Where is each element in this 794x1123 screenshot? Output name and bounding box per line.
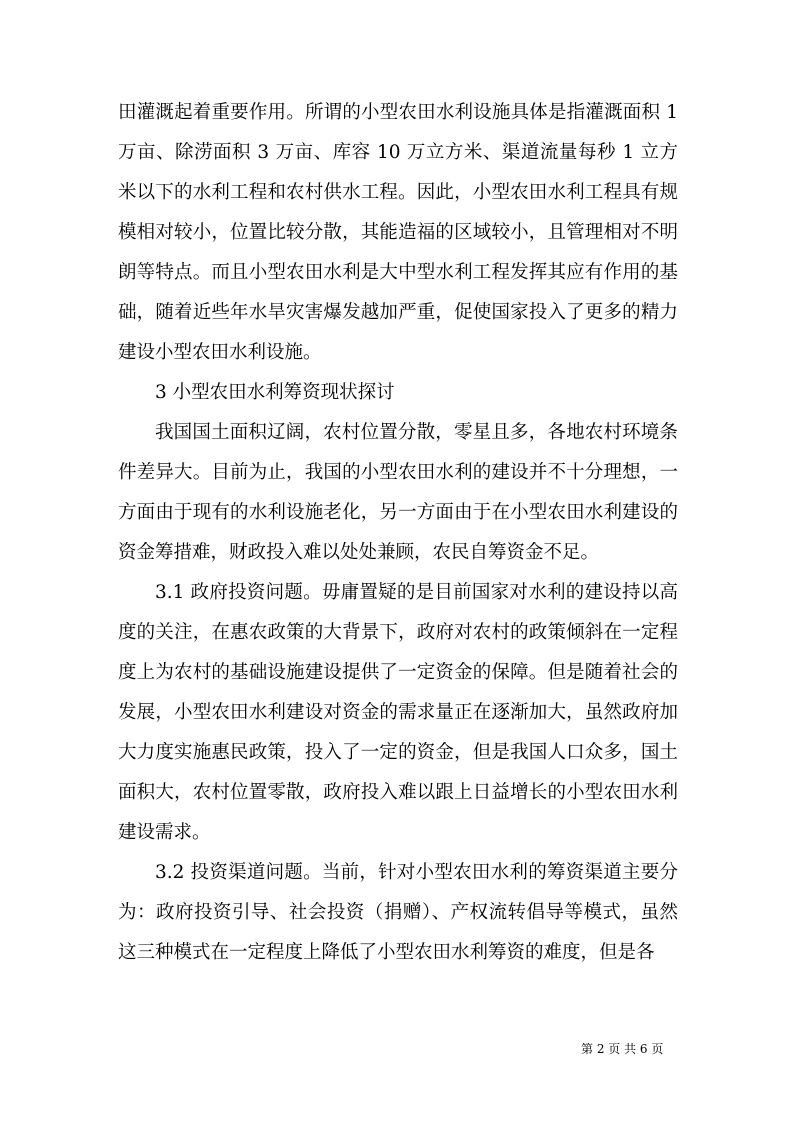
document-body xyxy=(118,93,678,973)
paragraph-3: 3.1 政府投资问题。毋庸置疑的是目前国家对水利的建设持以高度的关注，在惠农政策的大背景下，政府对农村的政策倾斜在一定程度上为农村的基础设施建设提供了一定资金的保障。但是随着社会的发展，小型农田水利建设对资金的需求量正在逐渐加大，虽然政府加大力度实施惠民政策，投入了一定的资金，但是我国人口众多，国土面积大，农村位置零散，政府投入难以跟上日益增长的小型农田水利建设需求。 xyxy=(118,582,678,843)
paragraph-4: 3.2 投资渠道问题。当前，针对小型农田水利的筹资渠道主要分为：政府投资引导、社会投资（捐赠）、产权流转倡导等模式，虽然这三种模式在一定程度上降低了小型农田水利筹资的难度，但是各 xyxy=(118,862,678,963)
page-number: 第 2 页 共 6 页 xyxy=(581,1042,664,1056)
paragraph-2: 我国国土面积辽阔，农村位置分散，零星且多，各地农村环境条件差异大。目前为止，我国的小型农田水利的建设并不十分理想，一方面由于现有的水利设施老化，另一方面由于在小型农田水利建设的资金筹措难，财政投入难以处处兼顾，农民自筹资金不足。 xyxy=(118,422,678,563)
paragraph-1: 田灌溉起着重要作用。所谓的小型农田水利设施具体是指灌溉面积 1 万亩、除涝面积 3 万亩、库容 10 万立方米、渠道流量每秒 1 立方米以下的水利工程和农村供水工程。因此，小型农田水利工程具有规模相对较小，位置比较分散，其能造福的区域较小，且管理相对不明朗等特点。而且小型农田水利是大中型水利工程发挥其应有作用的基础，随着近些年水旱灾害爆发越加严重，促使国家投入了更多的精力建设小型农田水利设施。 xyxy=(118,102,678,363)
section-heading: 3 小型农田水利筹资现状探讨 xyxy=(155,382,395,403)
